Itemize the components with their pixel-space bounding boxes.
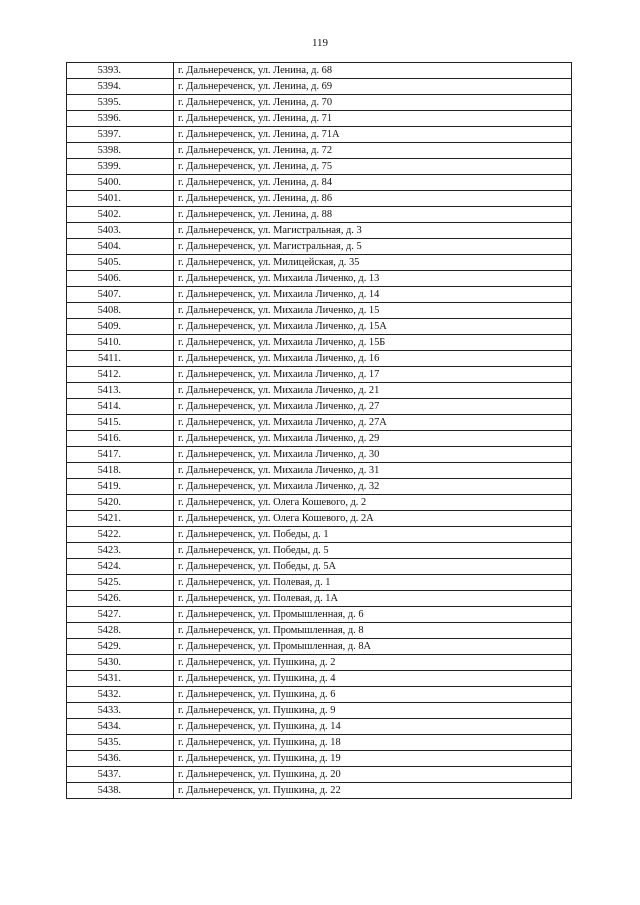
table-row	[67, 559, 572, 575]
row-address: г. Дальнереченск, ул. Михаила Личенко, д. 17	[174, 367, 572, 383]
row-address: г. Дальнереченск, ул. Пушкина, д. 2	[174, 655, 572, 671]
row-address: г. Дальнереченск, ул. Победы, д. 1	[174, 527, 572, 543]
row-number: 5417.	[67, 447, 174, 463]
table-row	[67, 447, 572, 463]
row-address: г. Дальнереченск, ул. Михаила Личенко, д. 15А	[174, 319, 572, 335]
page-number: 119	[311, 37, 329, 49]
table-row	[67, 271, 572, 287]
row-address: г. Дальнереченск, ул. Ленина, д. 71А	[174, 127, 572, 143]
table-row	[67, 191, 572, 207]
row-number: 5400.	[67, 175, 174, 191]
row-number: 5428.	[67, 623, 174, 639]
table-row	[67, 575, 572, 591]
row-number: 5416.	[67, 431, 174, 447]
row-address: г. Дальнереченск, ул. Михаила Личенко, д. 32	[174, 479, 572, 495]
row-address: г. Дальнереченск, ул. Михаила Личенко, д. 29	[174, 431, 572, 447]
table-row	[67, 591, 572, 607]
table-row	[67, 351, 572, 367]
table-row	[67, 255, 572, 271]
row-number: 5407.	[67, 287, 174, 303]
table-row	[67, 751, 572, 767]
row-address: г. Дальнереченск, ул. Олега Кошевого, д. 2	[174, 495, 572, 511]
row-number: 5436.	[67, 751, 174, 767]
row-number: 5427.	[67, 607, 174, 623]
row-number: 5431.	[67, 671, 174, 687]
row-address: г. Дальнереченск, ул. Михаила Личенко, д. 16	[174, 351, 572, 367]
row-address: г. Дальнереченск, ул. Магистральная, д. 3	[174, 223, 572, 239]
row-address: г. Дальнереченск, ул. Полевая, д. 1А	[174, 591, 572, 607]
table-row	[67, 223, 572, 239]
row-number: 5423.	[67, 543, 174, 559]
table-row	[67, 383, 572, 399]
table-row	[67, 623, 572, 639]
table-row	[67, 143, 572, 159]
table-row	[67, 655, 572, 671]
row-number: 5424.	[67, 559, 174, 575]
table-row	[67, 63, 572, 79]
row-number: 5438.	[67, 783, 174, 799]
row-number: 5394.	[67, 79, 174, 95]
table-row	[67, 687, 572, 703]
row-address: г. Дальнереченск, ул. Олега Кошевого, д. 2А	[174, 511, 572, 527]
row-address: г. Дальнереченск, ул. Пушкина, д. 9	[174, 703, 572, 719]
row-address: г. Дальнереченск, ул. Ленина, д. 84	[174, 175, 572, 191]
table-row	[67, 319, 572, 335]
row-address: г. Дальнереченск, ул. Полевая, д. 1	[174, 575, 572, 591]
table-row	[67, 79, 572, 95]
table-row	[67, 767, 572, 783]
row-number: 5432.	[67, 687, 174, 703]
row-number: 5399.	[67, 159, 174, 175]
table-row	[67, 719, 572, 735]
row-number: 5408.	[67, 303, 174, 319]
table-row	[67, 703, 572, 719]
row-number: 5435.	[67, 735, 174, 751]
row-number: 5402.	[67, 207, 174, 223]
table-row	[67, 431, 572, 447]
row-number: 5434.	[67, 719, 174, 735]
row-address: г. Дальнереченск, ул. Михаила Личенко, д. 15	[174, 303, 572, 319]
row-address: г. Дальнереченск, ул. Михаила Личенко, д. 27А	[174, 415, 572, 431]
row-address: г. Дальнереченск, ул. Пушкина, д. 14	[174, 719, 572, 735]
row-address: г. Дальнереченск, ул. Ленина, д. 86	[174, 191, 572, 207]
row-number: 5413.	[67, 383, 174, 399]
table-row	[67, 399, 572, 415]
row-address: г. Дальнереченск, ул. Пушкина, д. 18	[174, 735, 572, 751]
table-row	[67, 543, 572, 559]
table-row	[67, 95, 572, 111]
table-row	[67, 479, 572, 495]
row-number: 5430.	[67, 655, 174, 671]
row-address: г. Дальнереченск, ул. Ленина, д. 75	[174, 159, 572, 175]
table-row	[67, 159, 572, 175]
row-number: 5419.	[67, 479, 174, 495]
row-address: г. Дальнереченск, ул. Пушкина, д. 4	[174, 671, 572, 687]
row-number: 5397.	[67, 127, 174, 143]
row-number: 5429.	[67, 639, 174, 655]
row-number: 5411.	[67, 351, 174, 367]
address-table-body	[67, 63, 572, 799]
row-address: г. Дальнереченск, ул. Победы, д. 5	[174, 543, 572, 559]
row-address: г. Дальнереченск, ул. Ленина, д. 69	[174, 79, 572, 95]
table-row	[67, 303, 572, 319]
row-number: 5405.	[67, 255, 174, 271]
row-address: г. Дальнереченск, ул. Милицейская, д. 35	[174, 255, 572, 271]
table-row	[67, 335, 572, 351]
row-address: г. Дальнереченск, ул. Михаила Личенко, д. 27	[174, 399, 572, 415]
table-row	[67, 607, 572, 623]
row-number: 5398.	[67, 143, 174, 159]
row-number: 5393.	[67, 63, 174, 79]
row-address: г. Дальнереченск, ул. Пушкина, д. 20	[174, 767, 572, 783]
table-row	[67, 415, 572, 431]
row-address: г. Дальнереченск, ул. Пушкина, д. 22	[174, 783, 572, 799]
row-address: г. Дальнереченск, ул. Магистральная, д. 5	[174, 239, 572, 255]
row-number: 5412.	[67, 367, 174, 383]
row-number: 5415.	[67, 415, 174, 431]
table-row	[67, 367, 572, 383]
table-row	[67, 495, 572, 511]
row-address: г. Дальнереченск, ул. Пушкина, д. 19	[174, 751, 572, 767]
address-table	[66, 62, 572, 799]
row-number: 5433.	[67, 703, 174, 719]
row-number: 5437.	[67, 767, 174, 783]
row-number: 5401.	[67, 191, 174, 207]
row-address: г. Дальнереченск, ул. Михаила Личенко, д. 13	[174, 271, 572, 287]
table-row	[67, 671, 572, 687]
table-row	[67, 527, 572, 543]
table-row	[67, 175, 572, 191]
row-number: 5409.	[67, 319, 174, 335]
row-number: 5421.	[67, 511, 174, 527]
row-address: г. Дальнереченск, ул. Промышленная, д. 8	[174, 623, 572, 639]
row-number: 5418.	[67, 463, 174, 479]
table-row	[67, 735, 572, 751]
table-row	[67, 783, 572, 799]
row-number: 5422.	[67, 527, 174, 543]
row-address: г. Дальнереченск, ул. Ленина, д. 88	[174, 207, 572, 223]
row-number: 5414.	[67, 399, 174, 415]
table-row	[67, 287, 572, 303]
row-number: 5404.	[67, 239, 174, 255]
row-address: г. Дальнереченск, ул. Михаила Личенко, д. 31	[174, 463, 572, 479]
table-row	[67, 239, 572, 255]
row-number: 5406.	[67, 271, 174, 287]
row-address: г. Дальнереченск, ул. Промышленная, д. 6	[174, 607, 572, 623]
row-address: г. Дальнереченск, ул. Пушкина, д. 6	[174, 687, 572, 703]
row-number: 5410.	[67, 335, 174, 351]
row-address: г. Дальнереченск, ул. Промышленная, д. 8А	[174, 639, 572, 655]
row-address: г. Дальнереченск, ул. Ленина, д. 68	[174, 63, 572, 79]
row-address: г. Дальнереченск, ул. Михаила Личенко, д. 21	[174, 383, 572, 399]
row-address: г. Дальнереченск, ул. Ленина, д. 70	[174, 95, 572, 111]
row-address: г. Дальнереченск, ул. Михаила Личенко, д. 15Б	[174, 335, 572, 351]
table-row	[67, 111, 572, 127]
row-number: 5426.	[67, 591, 174, 607]
table-row	[67, 127, 572, 143]
table-row	[67, 463, 572, 479]
row-address: г. Дальнереченск, ул. Михаила Личенко, д. 14	[174, 287, 572, 303]
row-number: 5425.	[67, 575, 174, 591]
table-row	[67, 639, 572, 655]
table-row	[67, 511, 572, 527]
row-number: 5403.	[67, 223, 174, 239]
row-address: г. Дальнереченск, ул. Ленина, д. 71	[174, 111, 572, 127]
row-number: 5395.	[67, 95, 174, 111]
row-address: г. Дальнереченск, ул. Ленина, д. 72	[174, 143, 572, 159]
table-row	[67, 207, 572, 223]
row-address: г. Дальнереченск, ул. Михаила Личенко, д. 30	[174, 447, 572, 463]
row-address: г. Дальнереченск, ул. Победы, д. 5А	[174, 559, 572, 575]
row-number: 5420.	[67, 495, 174, 511]
row-number: 5396.	[67, 111, 174, 127]
